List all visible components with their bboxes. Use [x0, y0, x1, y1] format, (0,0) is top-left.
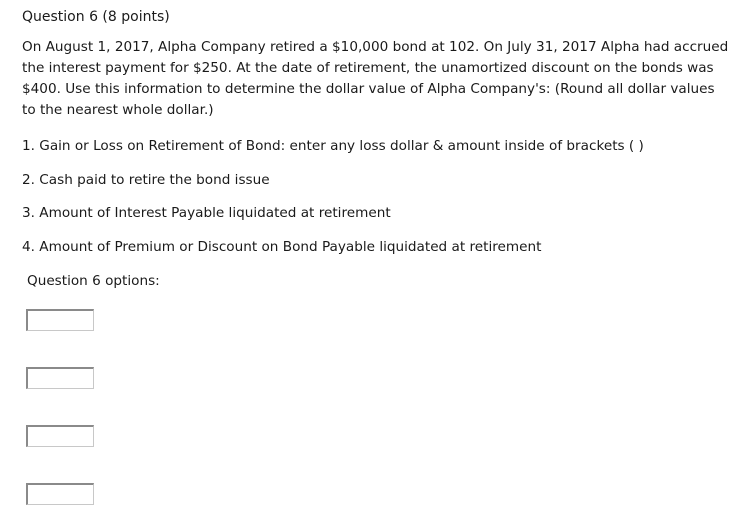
options-label: Question 6 options:: [27, 273, 160, 289]
answer-input-3[interactable]: [26, 425, 94, 447]
question-item-2: 2. Cash paid to retire the bond issue: [22, 172, 270, 188]
answer-input-1[interactable]: [26, 309, 94, 331]
question-prompt: On August 1, 2017, Alpha Company retired a $10,000 bond at 102. On July 31, 2017 Alpha had accrued the interest payment for $250. At the date of retirement, the unamortized discount on the bonds was $400. Use this information to determine the dollar value of Alpha Company's: (Round all dollar values to the nearest whole dollar.): [22, 39, 729, 118]
question-header: Question 6 (8 points): [22, 9, 170, 25]
question-item-4: 4. Amount of Premium or Discount on Bond Payable liquidated at retirement: [22, 239, 542, 255]
question-item-1: 1. Gain or Loss on Retirement of Bond: enter any loss dollar & amount inside of brackets ( ): [22, 138, 644, 154]
answer-input-4[interactable]: [26, 483, 94, 505]
question-item-3: 3. Amount of Interest Payable liquidated at retirement: [22, 205, 391, 221]
answer-input-2[interactable]: [26, 367, 94, 389]
